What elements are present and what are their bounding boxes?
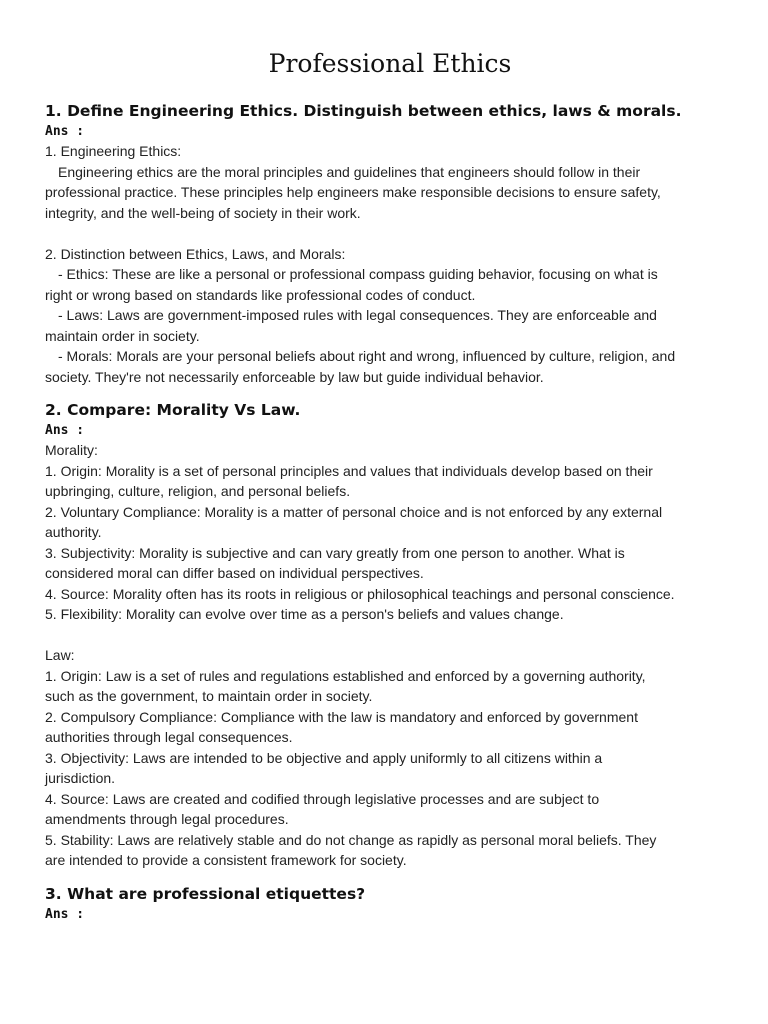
q1-laws-line: maintain order in society. [45,327,200,344]
law-line: such as the government, to maintain order in society. [45,688,373,704]
law-line: authorities through legal consequences. [45,729,293,745]
q1-engineering-ethics-title: 1. Engineering Ethics: [45,143,182,159]
spacer [45,223,735,244]
morality-title: Morality: [45,442,98,458]
answer-label: Ans : [45,423,85,438]
law-line: 2. Compulsory Compliance: Compliance with the law is mandatory and enforced by government [45,708,638,725]
q1-morals-line: - Morals: Morals are your personal beliefs about right and wrong, influenced by culture, religion, and [58,348,676,364]
law-line: jurisdiction. [45,770,116,786]
question-3-section [45,883,735,924]
law-line: 1. Origin: Law is a set of rules and regulations established and enforced by a governing authority, [45,667,646,684]
q1-morals-line: society. They're not necessarily enforceable by law but guide individual behavior. [45,368,544,385]
law-line: are intended to provide a consistent framework for society. [45,852,407,868]
law-line: amendments through legal procedures. [45,811,289,827]
morality-line: considered moral can differ based on individual perspectives. [45,565,424,581]
law-line: 3. Objectivity: Laws are intended to be objective and apply uniformly to all citizens within a [45,749,603,766]
document-title: Professional Ethics [268,49,512,78]
law-line: 4. Source: Laws are created and codified through legislative processes and are subject to [45,790,600,807]
q1-distinction-title: 2. Distinction between Ethics, Laws, and Morals: [45,245,346,262]
q1-paragraph-line: Engineering ethics are the moral principles and guidelines that engineers should follow in their [58,163,641,180]
morality-line: 1. Origin: Morality is a set of personal principles and values that individuals develop based on their [45,462,653,479]
morality-line: 4. Source: Morality often has its roots in religious or philosophical teachings and personal conscience. [45,585,675,602]
question-2-heading: 2. Compare: Morality Vs Law. [45,401,301,419]
question-2-section [45,399,735,871]
question-1-heading: 1. Define Engineering Ethics. Distinguish between ethics, laws & morals. [45,102,682,120]
q1-paragraph-line: integrity, and the well-being of society in their work. [45,204,361,221]
question-1-section [45,100,735,387]
answer-label: Ans : [45,906,85,922]
morality-line: upbringing, culture, religion, and personal beliefs. [45,483,351,499]
document-page [45,48,735,936]
q1-ethics-line: right or wrong based on standards like professional codes of conduct. [45,286,476,303]
law-title: Law: [45,647,75,663]
q1-paragraph-line: professional practice. These principles help engineers make responsible decisions to ensure safety, [45,184,661,200]
q1-laws-line: - Laws: Laws are government-imposed rules with legal consequences. They are enforceable and [58,307,657,323]
morality-line: 5. Flexibility: Morality can evolve over time as a person's beliefs and values change. [45,606,564,622]
law-line: 5. Stability: Laws are relatively stable and do not change as rapidly as personal moral beliefs. They [45,831,657,848]
spacer [45,625,735,646]
q1-ethics-line: - Ethics: These are like a personal or professional compass guiding behavior, focusing on what is [58,266,658,282]
question-3-heading: 3. What are professional etiquettes? [45,884,366,903]
answer-label: Ans : [45,124,85,139]
morality-line: authority. [45,524,102,540]
morality-line: 3. Subjectivity: Morality is subjective and can vary greatly from one person to another. What is [45,544,625,561]
morality-line: 2. Voluntary Compliance: Morality is a matter of personal choice and is not enforced by any external [45,503,663,520]
